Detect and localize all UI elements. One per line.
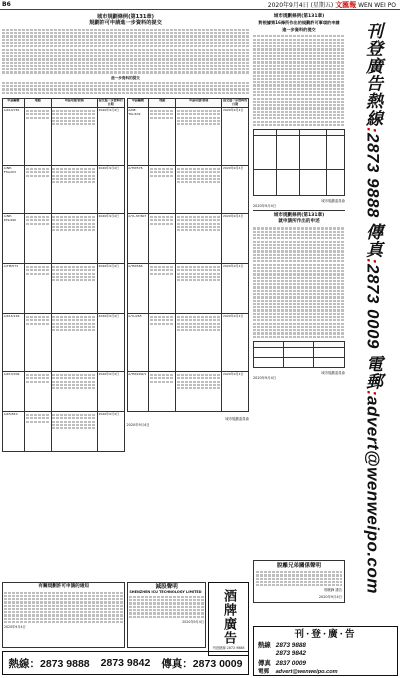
application-site [24,214,51,264]
company-name: SHENZHEN ICU TECHNOLOGY LIMITED [129,590,202,595]
application-site [24,412,51,452]
vad-label-2: 傳真 [363,223,382,259]
application-site [149,166,176,214]
submission-date: 2020年9月4日 [222,314,249,372]
submission-date: 2020年9月4日 [97,264,124,314]
th-use: 申請用途/發展 [51,98,97,108]
advert-contact-box [253,626,398,676]
mid2-footer-date: 2020年9月4日 [253,375,277,380]
table-row [3,412,125,452]
application-number: A/YL-ST/607 [127,214,149,264]
application-site [149,214,176,264]
application-site [149,264,176,314]
submission-date: 2020年9月4日 [97,314,124,372]
application-use [51,372,97,412]
liquor-ad-small: 刊登熱線 2873 9888 [212,645,245,650]
application-use [51,264,97,314]
application-site [149,314,176,372]
table-row [3,314,125,372]
table-row [127,108,249,166]
advert-row-2-value: 2873 9842 [275,650,306,658]
mid2-table [253,341,345,368]
application-use [176,108,222,166]
application-use [176,166,222,214]
mid1-title-1: 城市規劃條例(第131章) [273,14,325,19]
application-number: A/YL/265 [127,314,149,372]
left-list-heading: 進一步資料的提交 [111,75,140,80]
hotline-1: 熱線：2873 9888 [8,657,90,670]
renunciation-date: 2020年9月4日 [318,595,342,599]
date-text: 2020年9月4日 (星期五) [267,2,334,9]
table-row [3,214,125,264]
left-notice-footer-date: 2020年9月4日 [126,423,150,428]
mid1-footer: 城市規劃委員會 [321,198,345,203]
mid2-footer: 城市規劃委員會 [321,370,345,375]
table-row [3,166,125,214]
planning-notice-small [2,582,125,648]
submission-date: 2020年9月4日 [97,166,124,214]
application-number: A/NE-TKL/632 [127,108,149,166]
vad-phone-1: 2873 9888 [363,133,383,219]
application-use [176,264,222,314]
mid2-body [253,227,345,337]
page-number: B6 [2,1,11,8]
submission-date: 2020年9月4日 [97,108,124,166]
submission-date: 2020年9月4日 [97,372,124,412]
header-date-line [268,0,396,10]
brand-en: WEN WEI PO [358,2,396,9]
mid2-title-1: 城市規劃條例(第131章) [273,212,325,218]
advert-row-1 [258,641,393,650]
table-row [3,108,125,166]
capital-reduction-title: 減股聲明 [155,584,178,590]
renunciation-signer: 郭曉鋒 謹告 [323,588,342,593]
left-list-body [2,82,249,94]
application-site [24,264,51,314]
application-use [176,372,222,412]
application-table-left [2,98,125,453]
application-use [176,214,222,264]
renunciation-notice [253,560,345,603]
table-row [127,372,249,412]
application-site [24,372,51,412]
mid1-footer-date: 2020年9月4日 [253,203,277,208]
mid1-body [253,35,345,126]
table-row [3,264,125,314]
right-vertical-advert [347,14,398,629]
application-number: A/TM/LSW/1 [127,372,149,412]
th-date-r: 提交進一步資料的日期 [223,98,248,107]
table-row [127,264,249,314]
left-notice-title-1: 城市規劃條例(第131章) [96,14,155,20]
th-use-r: 申請用途/發展 [176,98,222,108]
middle-column [253,14,345,599]
application-table-right [127,98,250,453]
application-number: A/K13/309 [3,372,25,412]
hotline-2: 2873 9842 [100,657,151,669]
submission-date: 2020年9月4日 [222,108,249,166]
mid1-table [253,129,345,196]
advert-hotline-bar [2,651,249,675]
advert-row-3-label: 傳真 [258,658,271,667]
th-no-r: 申請編號 [127,98,149,108]
brand-logo: 文匯報 [335,0,357,9]
application-number: A/TM/576 [127,166,149,214]
application-site [24,314,51,372]
application-tables [2,98,249,453]
application-number: A/TM/566 [127,264,149,314]
bottom-notices [2,582,249,656]
liquor-ad-stamp [208,582,249,656]
table-row [3,372,125,412]
left-notice-body [2,29,249,74]
advert-box-title: 刊·登·廣·告 [294,629,357,640]
application-site [149,372,176,412]
table-row [127,166,249,214]
th-date: 提交進一步資料的日期 [98,98,123,107]
vad-email: advert@wenweipo.com [363,395,383,594]
application-number: A/K15/126 [3,314,25,372]
left-notice-title-2: 規劃許可申請進一步資料的提交 [89,20,162,27]
advert-row-2 [258,650,393,658]
advert-row-4 [258,668,393,676]
submission-date: 2020年9月4日 [97,412,124,452]
submission-date: 2020年9月4日 [222,166,249,214]
mid2-title-2: 就申請所作出的申述 [278,219,320,224]
application-use [51,108,97,166]
application-site [24,166,51,214]
application-number: A/TM/573 [3,264,25,314]
application-number: A/K5/810 [3,412,25,452]
capital-reduction-date: 2020年9月4日 [182,619,204,624]
th-site-r: 地點 [149,98,176,108]
application-number: A/K14/781 [3,108,25,166]
vad-label-3: 電郵 [363,354,382,390]
advert-row-3 [258,659,393,668]
advert-row-4-value: advert@wenweipo.com [275,669,338,676]
application-number: A/NE-KTS/490 [3,214,25,264]
submission-date: 2020年9月4日 [97,214,124,264]
mid1-title-2: 對根據第16條所作出的規劃許可事項的申請 [258,20,340,26]
small-planning-date: 2020年9月4日 [4,625,26,630]
small-planning-title: 有關規劃許可申請的通知 [38,584,89,589]
application-use [51,214,97,264]
application-site [149,108,176,166]
advert-row-1-label: 熱線 [258,641,271,649]
submission-date: 2020年9月4日 [222,264,249,314]
liquor-ad-text: 酒牌廣告 [220,588,236,645]
vad-phone-2: 2873 0009 [363,264,383,350]
advert-row-1-value: 2873 9888 [275,642,306,649]
liquor-ad [208,582,249,656]
capital-reduction-notice [127,582,206,648]
application-use [51,314,97,372]
th-no: 申請編號 [3,98,25,108]
renunciation-title: 脫離兄弟關係聲明 [276,563,321,569]
mid1-title-3: 進一步資料的提交 [282,26,316,32]
vad-label-1: 刊登廣告熱線 [363,22,382,127]
table-row [127,314,249,372]
application-number: A/NE-FTA/203 [3,166,25,214]
advert-row-4-label: 電郵 [258,669,270,676]
fax-line: 傳真：2873 0009 [161,657,243,670]
submission-date: 2020年9月4日 [222,214,249,264]
th-site: 地點 [24,98,51,108]
application-use [51,412,97,452]
advert-row-3-value: 2837 0009 [275,659,306,667]
left-column [2,14,249,650]
submission-date: 2020年9月4日 [222,372,249,412]
vertical-ad-text: 刊登廣告熱線 : 2873 9888 傳真 : 2873 0009 電郵 : advert@wenweipo.com [347,14,398,629]
left-notice-footer: 城市規劃委員會 [225,417,249,422]
application-use [176,314,222,372]
table-row [127,214,249,264]
page-header [0,0,400,10]
application-site [24,108,51,166]
application-use [51,166,97,214]
